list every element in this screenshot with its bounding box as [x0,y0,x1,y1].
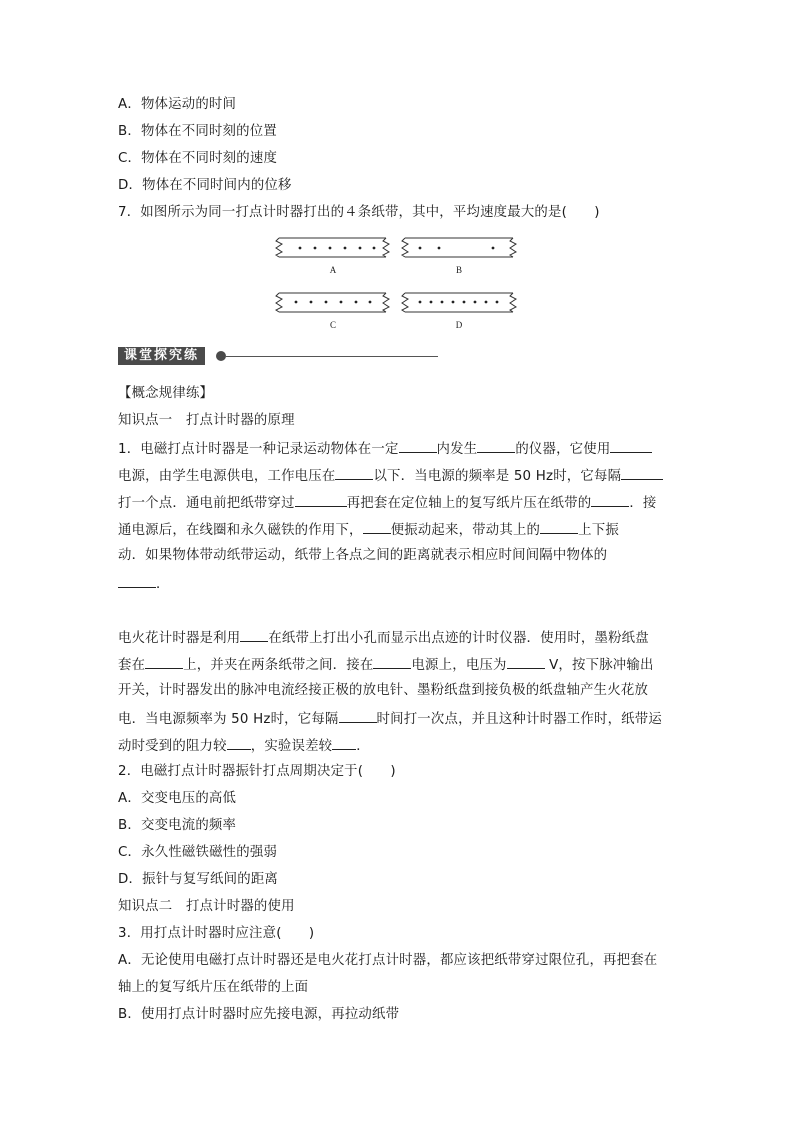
divider [226,356,438,357]
option-a: A．物体运动的时间 [118,97,237,112]
knowledge-point-1: 知识点一 打点计时器的原理 [118,413,295,428]
tape-b-dot [492,247,495,250]
q3-option-a-line2: 轴上的复写纸片压在纸带的上面 [118,980,309,995]
q1-line-7: 电火花计时器是利用 在纸带上打出小孔而显示出点迹的计时仪器．使用时，墨粉纸盘 [118,628,649,648]
tape-b-dot [419,247,422,250]
option-c: C．物体在不同时刻的速度 [118,151,278,166]
bullet-dot-icon [216,351,226,361]
q1-line-11: 动时受到的阻力较 ，实验误差较 ． [118,736,370,756]
tape-b-dot [438,247,441,250]
q2-option-a: A．交变电压的高低 [118,791,237,806]
q1-line-8: 套在 上，并夹在两条纸带之间．接在 电源上，电压为 V，按下脉冲输出 [118,655,654,675]
tape-c-dot [310,301,313,304]
question-7: 7．如图所示为同一打点计时器打出的４条纸带，其中，平均速度最大的是( ) [118,205,600,220]
q1-line-3: 打一个点．通电前把纸带穿过 再把套在定位轴上的复写纸片压在纸带的 ．接 [118,493,657,513]
section-banner [118,345,438,367]
tape-d-dot [474,301,477,304]
tape-a-dot [299,247,302,250]
tape-d-dot [463,301,466,304]
tape-d-dot [452,301,455,304]
tape-c-dot [295,301,298,304]
q1-line-6: ． [118,574,170,594]
q1-line-5: 动．如果物体带动纸带运动，纸带上各点之间的距离就表示相应时间间隔中物体的 [118,548,608,563]
tape-d-dot [496,301,499,304]
knowledge-point-2: 知识点二 打点计时器的使用 [118,899,295,914]
tape-c-dot [369,301,372,304]
tape-c-dot [340,301,343,304]
q2-option-b: B．交变电流的频率 [118,818,237,833]
q1-line-1: 1．电磁打点计时器是一种记录运动物体在一定 内发生 的仪器，它使用 [118,439,652,459]
tape-d-dot [485,301,488,304]
paper-tapes-figure [273,230,523,335]
tape-a [276,238,389,257]
tape-label-b: B [455,265,463,275]
tape-a-dot [329,247,332,250]
option-b: B．物体在不同时刻的位置 [118,124,277,139]
tape-label-c: C [329,320,337,330]
tape-c-dot [355,301,358,304]
q1-line-10: 电．当电源频率为 50 Hz时，它每隔 时间打一次点，并且这种计时器工作时，纸带运 [118,709,662,729]
subheading: 【概念规律练】 [118,386,214,401]
tape-a-dot [359,247,362,250]
banner-title: 课堂探究练 [118,347,205,365]
tape-label-d: D [455,320,463,330]
tape-a-dot [344,247,347,250]
tape-d-dot [441,301,444,304]
q1-line-9: 开关，计时器发出的脉冲电流经接正极的放电针、墨粉纸盘到接负极的纸盘轴产生火花放 [118,683,649,698]
question-3: 3．用打点计时器时应注意( ) [118,926,315,941]
tape-c-dot [325,301,328,304]
tape-c [276,293,389,312]
q2-option-c: C．永久性磁铁磁性的强弱 [118,845,278,860]
q1-line-2: 电源，由学生电源供电，工作电压在 以下．当电源的频率是 50 Hz时，它每隔 [118,466,663,486]
tape-d-dot [419,301,422,304]
tape-a-dot [373,247,376,250]
tape-a-dot [314,247,317,250]
q3-option-a-line1: A．无论使用电磁打点计时器还是电火花打点计时器，都应该把纸带穿过限位孔，再把套在 [118,953,658,968]
tape-d-dot [430,301,433,304]
option-d: D．物体在不同时间内的位移 [118,178,292,193]
q1-line-4: 通电源后，在线圈和永久磁铁的作用下， 便振动起来，带动其上的 上下振 [118,520,619,540]
q2-option-d: D．振针与复写纸间的距离 [118,872,279,887]
question-2: 2．电磁打点计时器振针打点周期决定于( ) [118,764,396,779]
tape-label-a: A [329,265,337,275]
q3-option-b: B．使用打点计时器时应先接电源，再拉动纸带 [118,1007,400,1022]
